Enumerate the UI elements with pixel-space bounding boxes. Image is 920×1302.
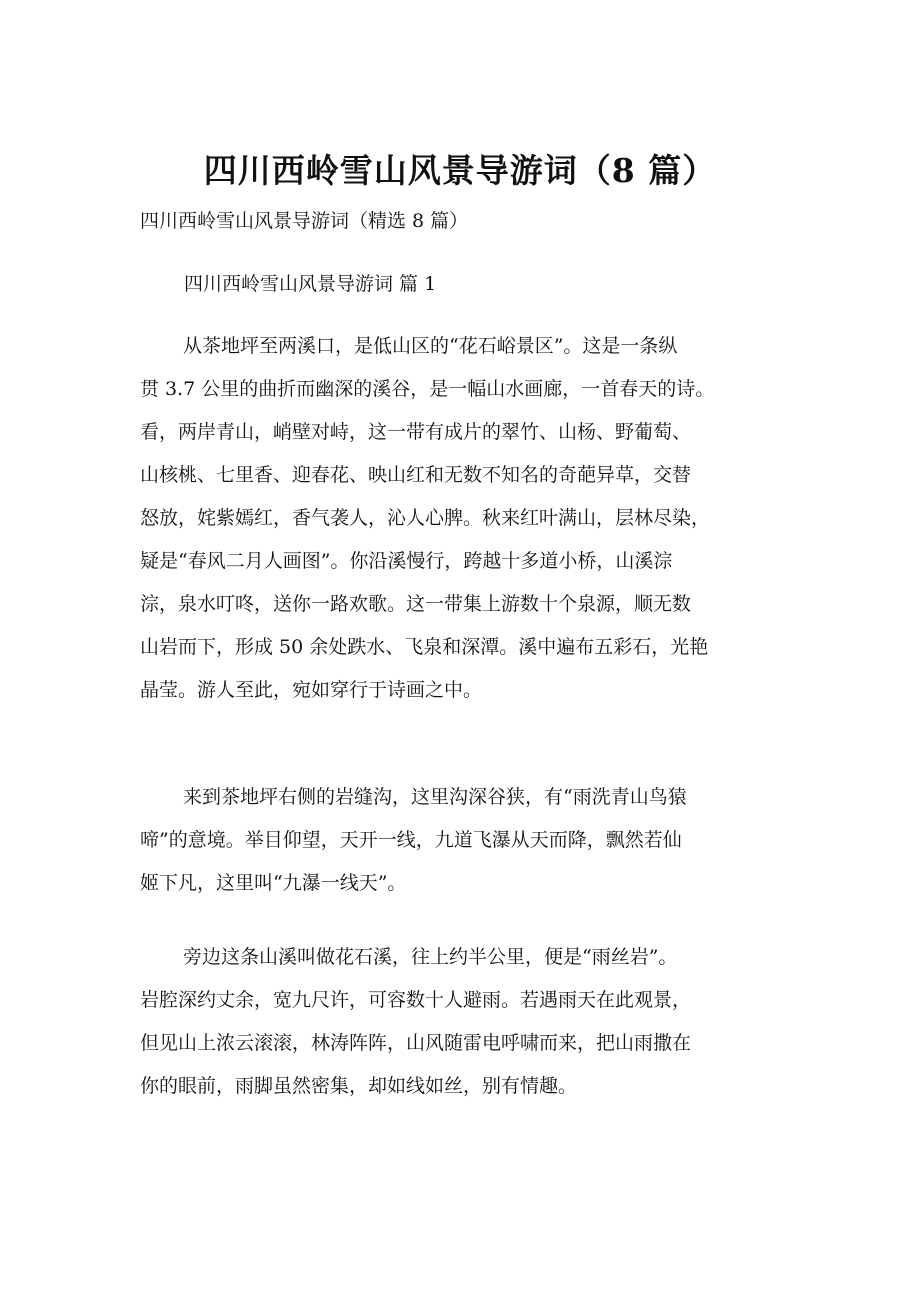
paragraph-2 [140,776,820,905]
document-title: 四川西岭雪山风景导游词（8 篇） [203,151,717,190]
paragraph-1 [140,325,820,712]
paragraph-3 [140,936,820,1108]
paragraph-line: 贯 3.7 公里的曲折而幽深的溪谷，是一幅山水画廊，一首春天的诗。 [140,378,715,400]
paragraph-line: 山岩而下，形成 50 余处跌水、飞泉和深潭。溪中遍布五彩石，光艳 [140,636,709,658]
paragraph-line: 啼”的意境。举目仰望，天开一线，九道飞瀑从天而降，飘然若仙 [140,829,682,851]
paragraph-line: 山核桃、七里香、迎春花、映山红和无数不知名的奇葩异草，交替 [140,464,692,486]
paragraph-line: 来到茶地坪右侧的岩缝沟，这里沟深谷狭，有“雨洗青山鸟猿 [183,786,687,808]
paragraph-line: 淙，泉水叮咚，送你一路欢歌。这一带集上游数十个泉源，顺无数 [140,593,692,615]
paragraph-line: 晶莹。游人至此，宛如穿行于诗画之中。 [140,679,483,701]
paragraph-line: 旁边这条山溪叫做花石溪，往上约半公里，便是“雨丝岩”。 [183,946,678,968]
paragraph-line: 看，两岸青山，峭壁对峙，这一带有成片的翠竹、山杨、野葡萄、 [140,421,692,443]
paragraph-line: 疑是“春风二月人画图”。你沿溪慢行，跨越十多道小桥，山溪淙 [140,550,673,572]
paragraph-line: 你的眼前，雨脚虽然密集，却如线如丝，别有情趣。 [140,1075,578,1097]
paragraph-line: 怒放，姹紫嫣红，香气袭人，沁人心脾。秋来红叶满山，层林尽染， [140,507,711,529]
paragraph-line: 从茶地坪至两溪口，是低山区的“花石峪景区”。这是一条纵 [183,335,678,357]
document-subtitle: 四川西岭雪山风景导游词（精选 8 篇） [140,210,469,232]
section-heading: 四川西岭雪山风景导游词 篇 1 [184,273,437,295]
paragraph-line: 岩腔深约丈余，宽九尺许，可容数十人避雨。若遇雨天在此观景， [140,989,692,1011]
paragraph-line: 姬下凡，这里叫“九瀑一线天”。 [140,872,407,894]
paragraph-line: 但见山上浓云滚滚，林涛阵阵，山风随雷电呼啸而来，把山雨撒在 [140,1032,692,1054]
